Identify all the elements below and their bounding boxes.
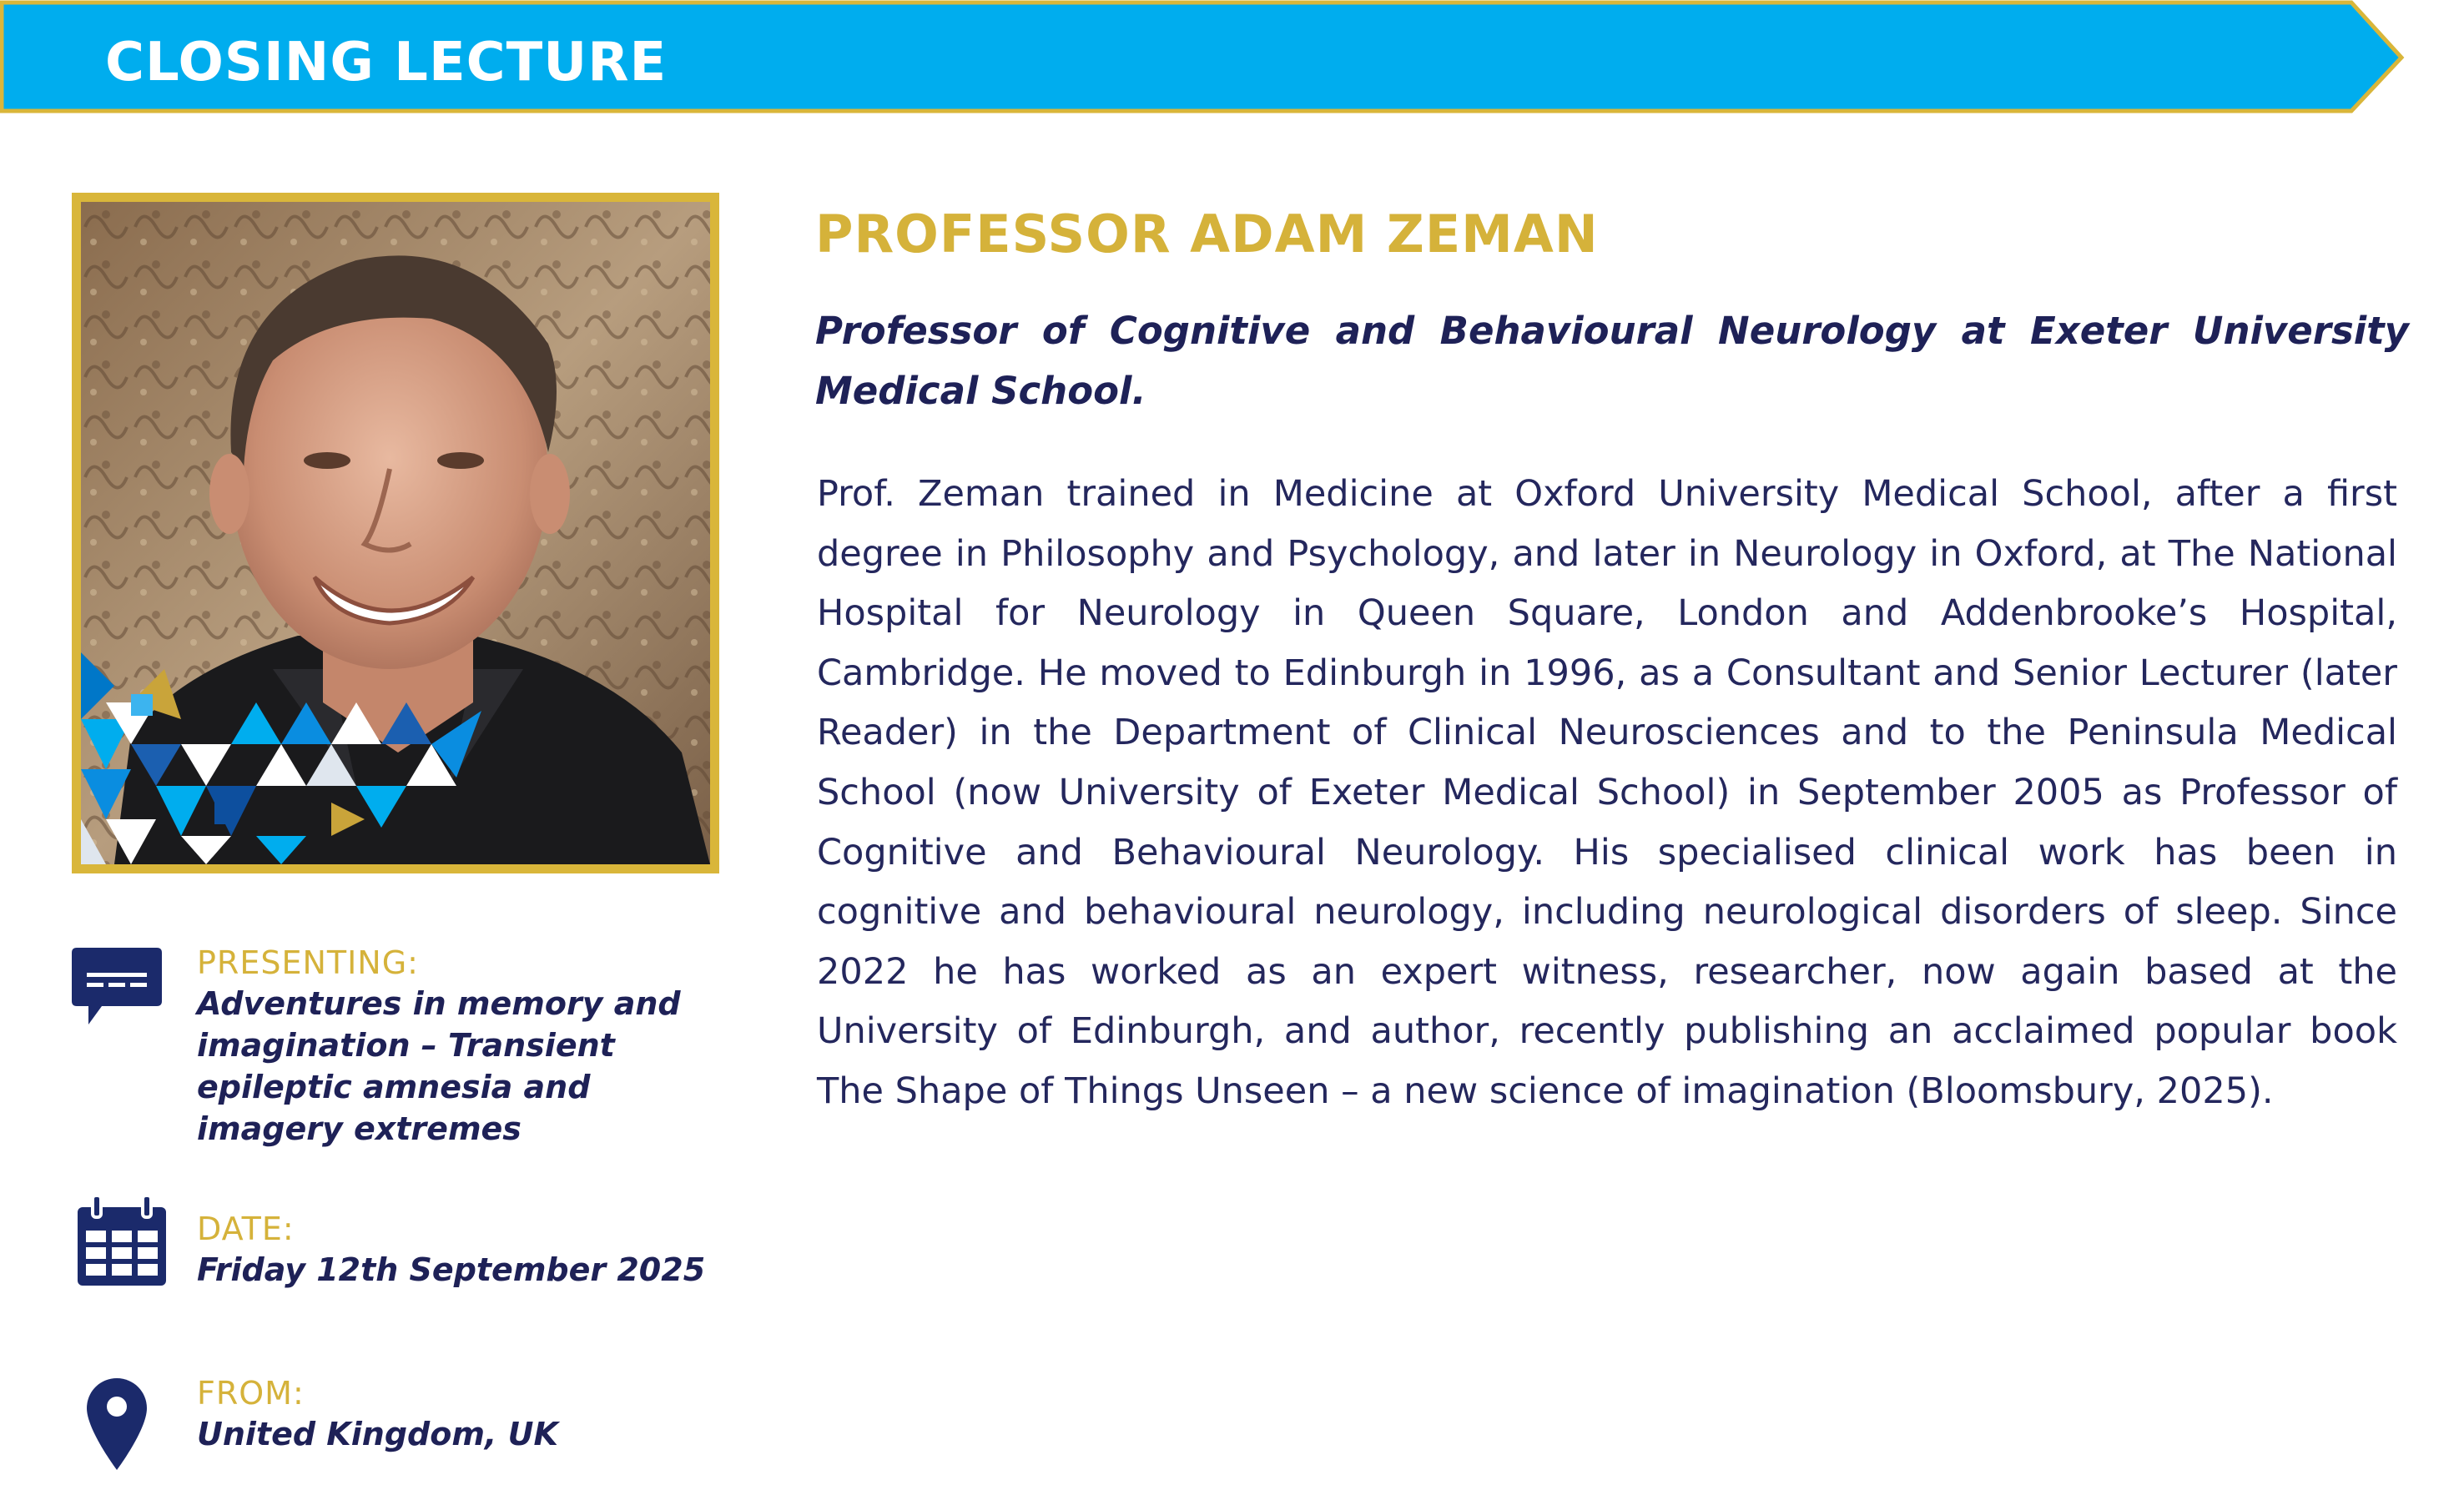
from-value: United Kingdom, UK	[197, 1416, 558, 1452]
speaker-name: PROFESSOR ADAM ZEMAN	[815, 204, 1599, 264]
presenting-label: PRESENTING:	[197, 944, 419, 981]
speech-bubble-icon	[72, 948, 162, 1033]
date-value: Friday 12th September 2025	[197, 1251, 706, 1288]
banner-title: CLOSING LECTURE	[105, 32, 668, 93]
location-pin-icon	[87, 1378, 147, 1473]
speaker-bio: Prof. Zeman trained in Medicine at Oxford University Medical School, after a first degree in Philosophy and Psychology, and later in Neurology in Oxford, at The National Hospital for Neurology in Queen Square, London and Addenbrooke’s Hospital, Cambridge. He moved to Edinburgh in 1996, as a Consultant and Senior Lecturer (later Reader) in the Department of Clinical Neurosciences and to the Peninsula Medical School (now University of Exeter Medical School) in September 2005 as Professor of Cognitive and Behavioural Neurology. His specialised clinical work has been in cognitive and behavioural neurology, including neurological disorders of sleep. Since 2022 he has worked as an expert witness, researcher, now again based at the University of Edinburgh, and author, recently publishing an acclaimed popular book The Shape of Things Unseen – a new science of imagination (Bloomsbury, 2025).	[817, 473, 2397, 1112]
section-banner	[0, 0, 2420, 113]
calendar-icon	[76, 1195, 168, 1291]
speaker-photo	[81, 202, 710, 864]
date-label: DATE:	[197, 1211, 295, 1247]
presenting-value: Adventures in memory and imagination – Transient epileptic amnesia and imagery extremes	[197, 985, 681, 1147]
speaker-photo-frame	[72, 193, 719, 873]
speaker-subtitle: Professor of Cognitive and Behavioural Neurology at Exeter University Medical School.	[815, 309, 2409, 413]
from-label: FROM:	[197, 1375, 305, 1412]
